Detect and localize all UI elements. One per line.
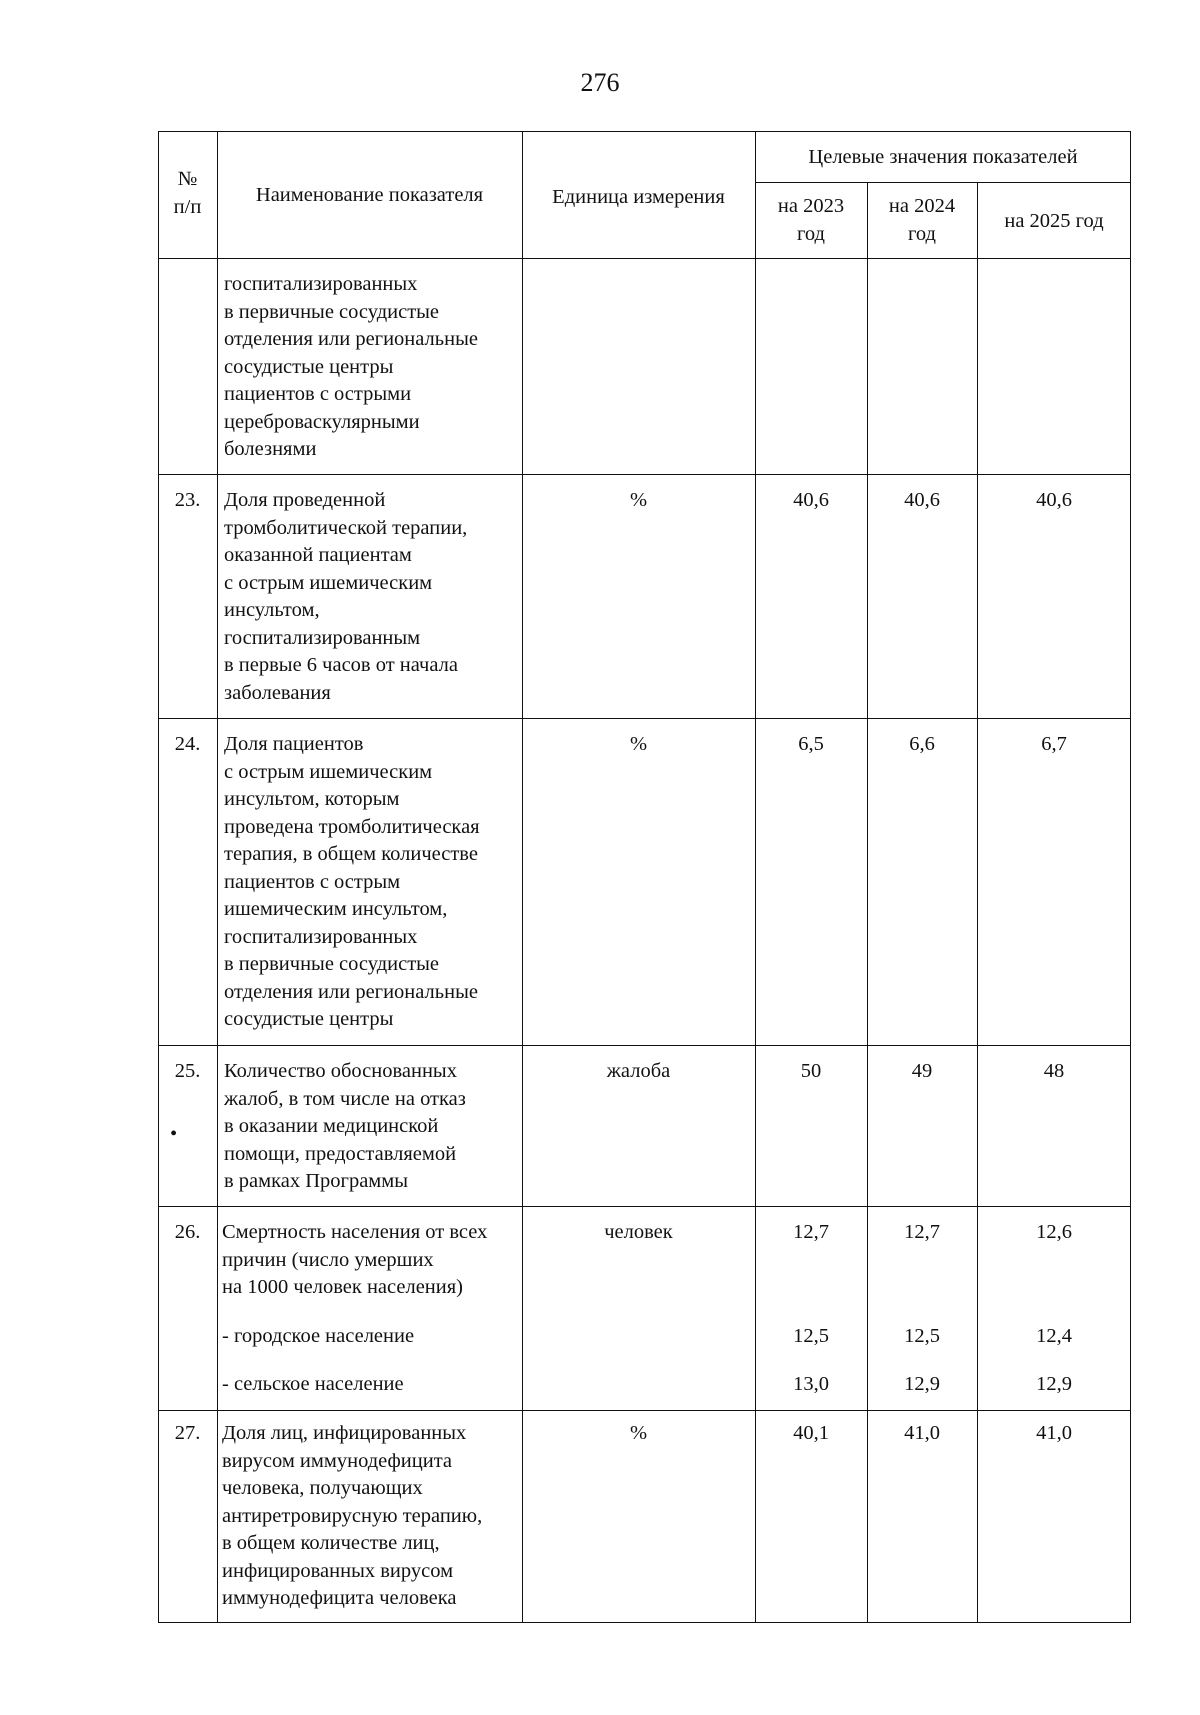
header-unit: Единица измерения bbox=[552, 186, 725, 208]
header-name: Наименование показателя bbox=[255, 184, 484, 206]
subrow-value-2025: 12,9 bbox=[1036, 1373, 1072, 1395]
row-value-2025: 40,6 bbox=[1036, 489, 1072, 511]
header-split-line bbox=[755, 182, 1131, 183]
row-number: 25. bbox=[174, 1060, 201, 1082]
subrow-value-2023: 13,0 bbox=[793, 1373, 829, 1395]
row-value-2023: 40,6 bbox=[793, 489, 829, 511]
row-value-2025: 41,0 bbox=[1036, 1422, 1072, 1444]
col-divider-num bbox=[217, 131, 218, 1623]
row-name: Количество обоснованных жалоб, в том числе на отказ в оказании медицинской помощи, предоставляемой в рамках Программы bbox=[224, 1060, 466, 1192]
row-name: Доля лиц, инфицированных вирусом иммунодефицита человека, получающих антиретровирусную терапию, в общем количестве лиц, инфицированных вирусом иммунодефицита человека bbox=[222, 1422, 483, 1609]
row-value-2025: 6,7 bbox=[1041, 733, 1067, 755]
row-unit: % bbox=[629, 489, 648, 511]
row-value-2023: 40,1 bbox=[793, 1422, 829, 1444]
row-number: 27. bbox=[174, 1422, 201, 1444]
header-2024: на 2024 год bbox=[888, 195, 956, 245]
row-unit: жалоба bbox=[606, 1060, 671, 1082]
col-divider-2023 bbox=[867, 182, 868, 1623]
row-value-2024: 6,6 bbox=[909, 733, 935, 755]
row-value-2024: 40,6 bbox=[904, 489, 940, 511]
subrow-value-2023: 12,5 bbox=[793, 1325, 829, 1347]
col-divider-name bbox=[522, 131, 523, 1623]
subrow-name-rural: - сельское население bbox=[222, 1373, 404, 1395]
row-name: Доля пациентов с острым ишемическим инсультом, которым проведена тромболитическая терапия, в общем количестве пациентов с острым ишемическим инсультом, госпитализированных в первичные сосудистые отделения или региональные сосудистые центры bbox=[224, 733, 480, 1030]
header-bottom-line bbox=[158, 258, 1131, 259]
subrow-value-2024: 12,9 bbox=[904, 1373, 940, 1395]
row-value-2025: 48 bbox=[1043, 1060, 1065, 1082]
row-divider bbox=[158, 1045, 1131, 1046]
row-number-mark: • bbox=[170, 1123, 178, 1145]
row-value-2024: 41,0 bbox=[904, 1422, 940, 1444]
col-divider-unit bbox=[755, 131, 756, 1623]
row-unit: % bbox=[629, 1422, 648, 1444]
row-name: Доля проведенной тромболитической терапии, оказанной пациентам с острым ишемическим инсультом, госпитализированным в первые 6 часов от начала заболевания bbox=[224, 489, 468, 704]
row-value-2024: 12,7 bbox=[904, 1221, 940, 1243]
row-unit: человек bbox=[604, 1221, 673, 1243]
row-divider bbox=[158, 718, 1131, 719]
row-number: 24. bbox=[174, 733, 201, 755]
row-number: 26. bbox=[174, 1221, 201, 1243]
header-2023: на 2023 год bbox=[777, 195, 845, 245]
row-name: госпитализированных в первичные сосудистые отделения или региональные сосудистые центры пациентов с острыми цереброваскулярными болезнями bbox=[224, 273, 478, 460]
header-num: № п/п bbox=[173, 168, 202, 218]
row-name: Смертность населения от всех причин (число умерших на 1000 человек населения) bbox=[222, 1221, 488, 1298]
subrow-value-2024: 12,5 bbox=[904, 1325, 940, 1347]
row-value-2023: 12,7 bbox=[793, 1221, 829, 1243]
row-value-2023: 50 bbox=[800, 1060, 822, 1082]
row-number: 23. bbox=[174, 489, 201, 511]
subrow-name-urban: - городское население bbox=[222, 1325, 415, 1347]
page-number: 276 bbox=[580, 68, 620, 97]
row-divider bbox=[158, 1206, 1131, 1207]
col-divider-2024 bbox=[977, 182, 978, 1623]
subrow-value-2025: 12,4 bbox=[1036, 1325, 1072, 1347]
row-divider bbox=[158, 474, 1131, 475]
row-value-2025: 12,6 bbox=[1036, 1221, 1072, 1243]
header-2025: на 2025 год bbox=[1004, 210, 1104, 232]
row-value-2024: 49 bbox=[911, 1060, 933, 1082]
header-target: Целевые значения показателей bbox=[808, 146, 1078, 168]
row-value-2023: 6,5 bbox=[798, 733, 824, 755]
row-unit: % bbox=[629, 733, 648, 755]
row-divider bbox=[158, 1410, 1131, 1411]
